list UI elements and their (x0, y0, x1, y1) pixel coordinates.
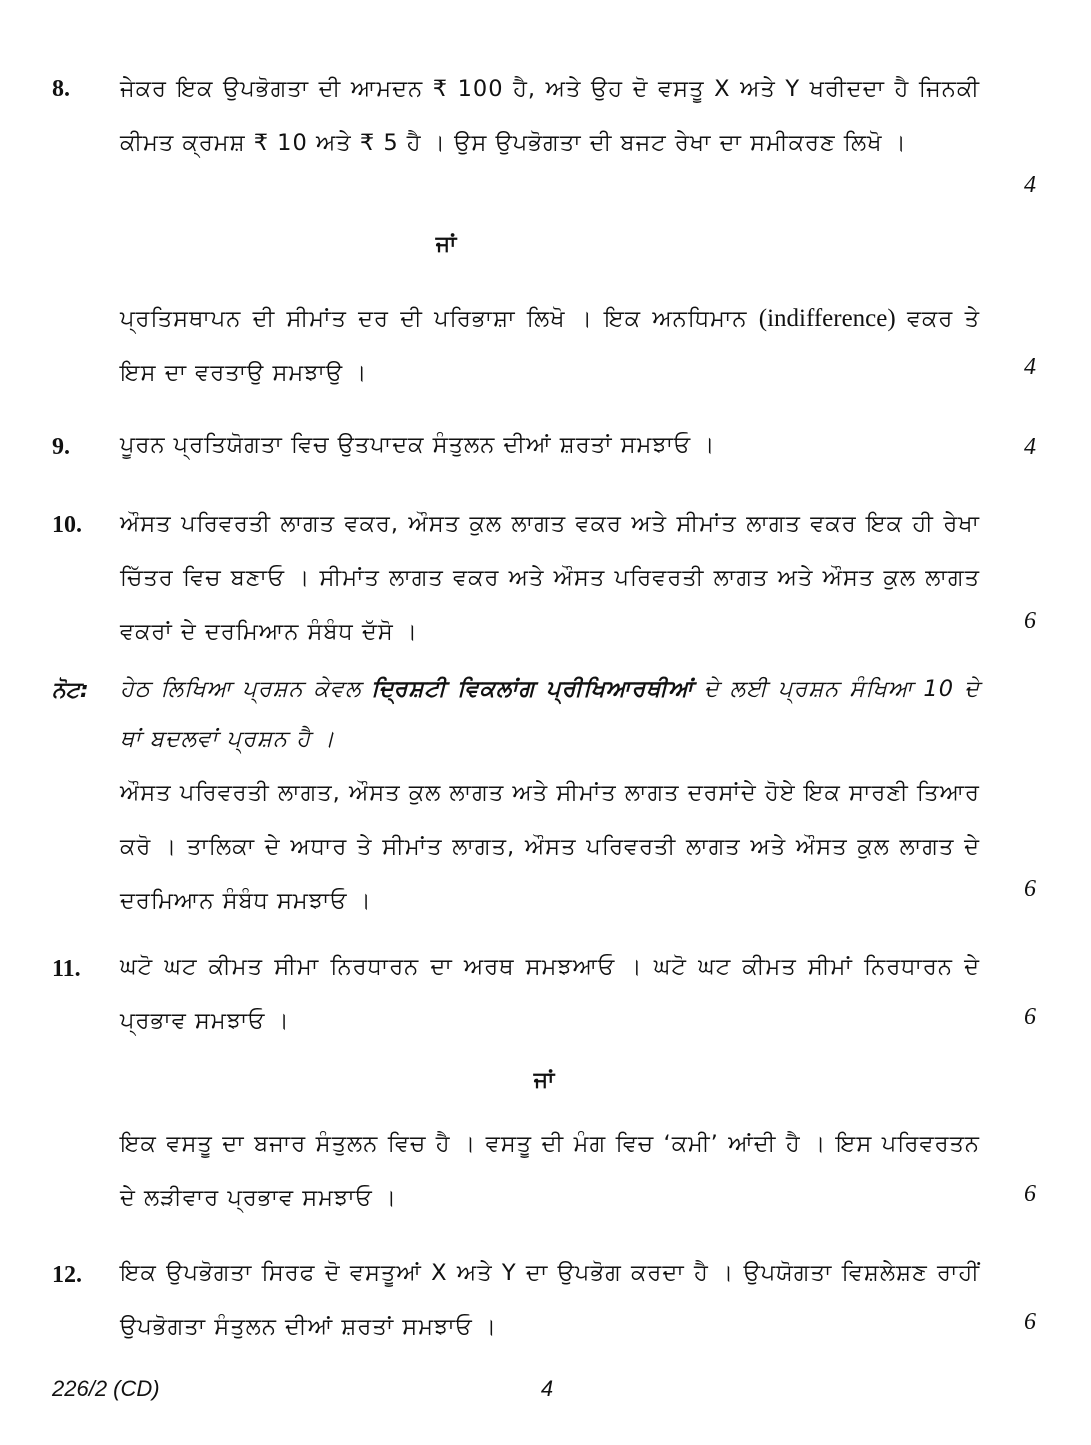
alt-text-part: ਪ੍ਰਤਿਸਥਾਪਨ ਦੀ ਸੀਮਾਂਤ ਦਰ ਦੀ ਪਰਿਭਾਸ਼ਾ ਲਿਖੋ । ਇਕ ਅਨਧਿਮਾਨ (120, 306, 748, 332)
note-label: ਨੋਟ: (52, 678, 89, 703)
page-number: 4 (540, 1376, 554, 1401)
question-number: 12. (52, 1262, 82, 1288)
note-text-part: ਹੇਠ ਲਿਖਿਆ ਪ੍ਰਸ਼ਨ ਕੇਵਲ (120, 676, 362, 702)
or-separator: ਜਾਂ (435, 232, 457, 257)
question-text: ਘਟੋ ਘਟ ਕੀਮਤ ਸੀਮਾ ਨਿਰਧਾਰਨ ਦਾ ਅਰਥ ਸਮਝਆਓ । ਘਟੋ ਘਟ ਕੀਮਤ ਸੀਮਾਂ ਨਿਰਧਾਰਨ ਦੇ ਪ੍ਰਭਾਵ ਸਮਝਾਓ । (120, 954, 980, 1034)
marks: 4 (1024, 434, 1036, 460)
question-number: 9. (52, 434, 70, 460)
marks: 6 (1024, 1004, 1036, 1030)
question-text: ਪੂਰਨ ਪ੍ਰਤਿਯੋਗਤਾ ਵਿਚ ਉਤਪਾਦਕ ਸੰਤੁਲਨ ਦੀਆਂ ਸ਼ਰਤਾਂ ਸਮਝਾਓ । (120, 432, 716, 458)
marks: 6 (1024, 1309, 1036, 1335)
note-text (120, 664, 980, 764)
question-text: ਔਸਤ ਪਰਿਵਰਤੀ ਲਾਗਤ ਵਕਰ, ਔਸਤ ਕੁਲ ਲਾਗਤ ਵਕਰ ਅਤੇ ਸੀਮਾਂਤ ਲਾਗਤ ਵਕਰ ਇਕ ਹੀ ਰੇਖਾ ਚਿੱਤਰ ਵਿਚ ਬਣਾਓ । ਸੀਮਾਂਤ ਲਾਗਤ ਵਕਰ ਅਤੇ ਔਸਤ ਪਰਿਵਰਤੀ ਲਾਗਤ ਅਤੇ ਔਸਤ ਕੁਲ ਲਾਗਤ ਵਕਰਾਂ ਦੇ ਦਰਮਿਆਨ ਸੰਬੰਧ ਦੱਸੋ । (120, 511, 980, 645)
note-text-part: ਦੇ ਲਈ ਪ੍ਰਸ਼ਨ ਸੰਖਿਆ 10 ਦੇ ਥਾਂ ਬਦਲਵਾਂ ਪ੍ਰਸ਼ਨ ਹੈ । (120, 676, 980, 752)
alt-text-part: ਵਕਰ ਤੇ ਇਸ ਦਾ ਵਰਤਾਉ ਸਮਝਾਉ । (120, 306, 981, 386)
question-text: ਇਕ ਉਪਭੋਗਤਾ ਸਿਰਫ ਦੋ ਵਸਤੂਆਂ X ਅਤੇ Y ਦਾ ਉਪਭੋਗ ਕਰਦਾ ਹੈ । ਉਪਯੋਗਤਾ ਵਿਸ਼ਲੇਸ਼ਣ ਰਾਹੀਂ ਉਪਭੋਗਤਾ ਸੰਤੁਲਨ ਦੀਆਂ ਸ਼ਰਤਾਂ ਸਮਝਾਓ । (120, 1260, 980, 1340)
paper-code: 226/2 (CD) (52, 1376, 160, 1401)
or-separator: ਜਾਂ (533, 1068, 555, 1093)
marks: 6 (1024, 608, 1036, 634)
marks: 6 (1024, 1181, 1036, 1207)
note-text-emphasis: ਦ੍ਰਿਸ਼ਟੀ ਵਿਕਲਾਂਗ ਪ੍ਰੀਖਿਆਰਥੀਆਂ (371, 676, 694, 702)
question-number: 10. (52, 512, 82, 538)
marks: 6 (1024, 876, 1036, 902)
alt-text-english-term: (indifference) (758, 305, 896, 332)
alternative-question-text (120, 292, 980, 400)
marks: 4 (1024, 172, 1036, 198)
question-number: 11. (52, 956, 81, 982)
question-number: 8. (52, 76, 70, 102)
question-text: ਜੇਕਰ ਇਕ ਉਪਭੋਗਤਾ ਦੀ ਆਮਦਨ ₹ 100 ਹੈ, ਅਤੇ ਉਹ ਦੋ ਵਸਤੂ X ਅਤੇ Y ਖਰੀਦਦਾ ਹੈ ਜਿਨਕੀ ਕੀਮਤ ਕ੍ਰਮਸ਼ ₹ 10 ਅਤੇ ₹ 5 ਹੈ । ਉਸ ਉਪਭੋਗਤਾ ਦੀ ਬਜਟ ਰੇਖਾ ਦਾ ਸਮੀਕਰਣ ਲਿਖੋ । (120, 76, 980, 156)
alternative-question-text: ਇਕ ਵਸਤੂ ਦਾ ਬਜਾਰ ਸੰਤੁਲਨ ਵਿਚ ਹੈ । ਵਸਤੂ ਦੀ ਮੰਗ ਵਿਚ ‘ਕਮੀ’ ਆਂਦੀ ਹੈ । ਇਸ ਪਰਿਵਰਤਨ ਦੇ ਲੜੀਵਾਰ ਪ੍ਰਭਾਵ ਸਮਝਾਓ । (120, 1131, 980, 1211)
alternative-question-text: ਔਸਤ ਪਰਿਵਰਤੀ ਲਾਗਤ, ਔਸਤ ਕੁਲ ਲਾਗਤ ਅਤੇ ਸੀਮਾਂਤ ਲਾਗਤ ਦਰਸਾਂਦੇ ਹੋਏ ਇਕ ਸਾਰਣੀ ਤਿਆਰ ਕਰੋ । ਤਾਲਿਕਾ ਦੇ ਅਧਾਰ ਤੇ ਸੀਮਾਂਤ ਲਾਗਤ, ਔਸਤ ਪਰਿਵਰਤੀ ਲਾਗਤ ਅਤੇ ਔਸਤ ਕੁਲ ਲਾਗਤ ਦੇ ਦਰਮਿਆਨ ਸੰਬੰਧ ਸਮਝਾਓ । (120, 780, 980, 914)
marks: 4 (1024, 354, 1036, 380)
